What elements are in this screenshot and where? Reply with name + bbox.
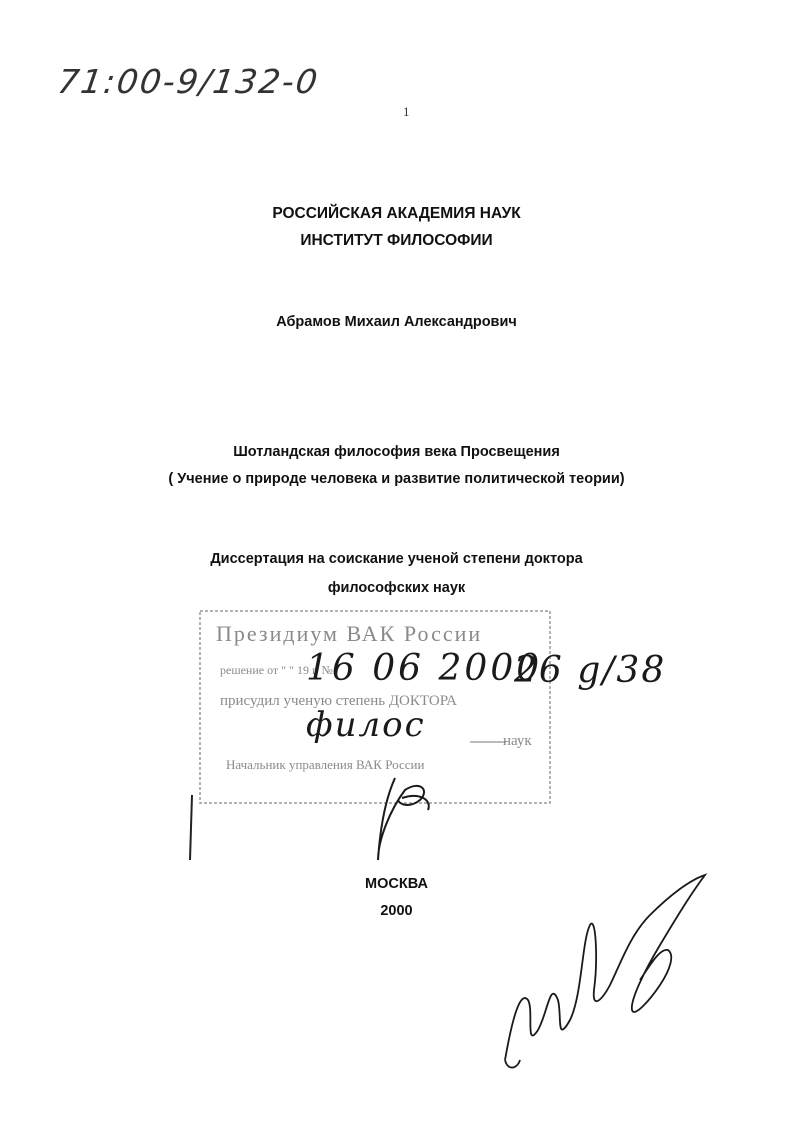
stamp-field-suffix: наук <box>503 733 532 749</box>
page-number: 1 <box>403 104 410 119</box>
handwritten-decision-number: 26 g/38 <box>514 650 667 691</box>
stamp-header: Президиум ВАК России <box>216 621 483 646</box>
margin-mark <box>190 795 192 860</box>
stamp-decision-line: решение от " " 19 г. № <box>220 663 333 677</box>
dissertation-type-line-2: философских наук <box>327 580 466 596</box>
stamp-degree-line: присудил ученую степень ДОКТОРА <box>220 693 457 709</box>
organization-line-2: ИНСТИТУТ ФИЛОСОФИИ <box>300 232 493 249</box>
signature-stamp <box>378 778 429 860</box>
handwritten-date: 16 06 2000 <box>306 648 543 689</box>
dissertation-subtitle: ( Учение о природе человека и развитие политической теории) <box>168 471 625 487</box>
city: МОСКВА <box>365 876 428 892</box>
year: 2000 <box>380 903 413 919</box>
handwritten-field: филос <box>306 705 426 745</box>
dissertation-type-line-1: Диссертация на соискание ученой степени доктора <box>210 551 583 567</box>
dissertation-title: Шотландская философия века Просвещения <box>233 444 560 460</box>
stamp-head-line: Начальник управления ВАК России <box>226 757 425 772</box>
author-name: Абрамов Михаил Александрович <box>276 314 517 330</box>
organization-line-1: РОССИЙСКАЯ АКАДЕМИЯ НАУК <box>272 205 521 222</box>
handwritten-archive-code: 71:00-9/132-0 <box>55 62 322 101</box>
